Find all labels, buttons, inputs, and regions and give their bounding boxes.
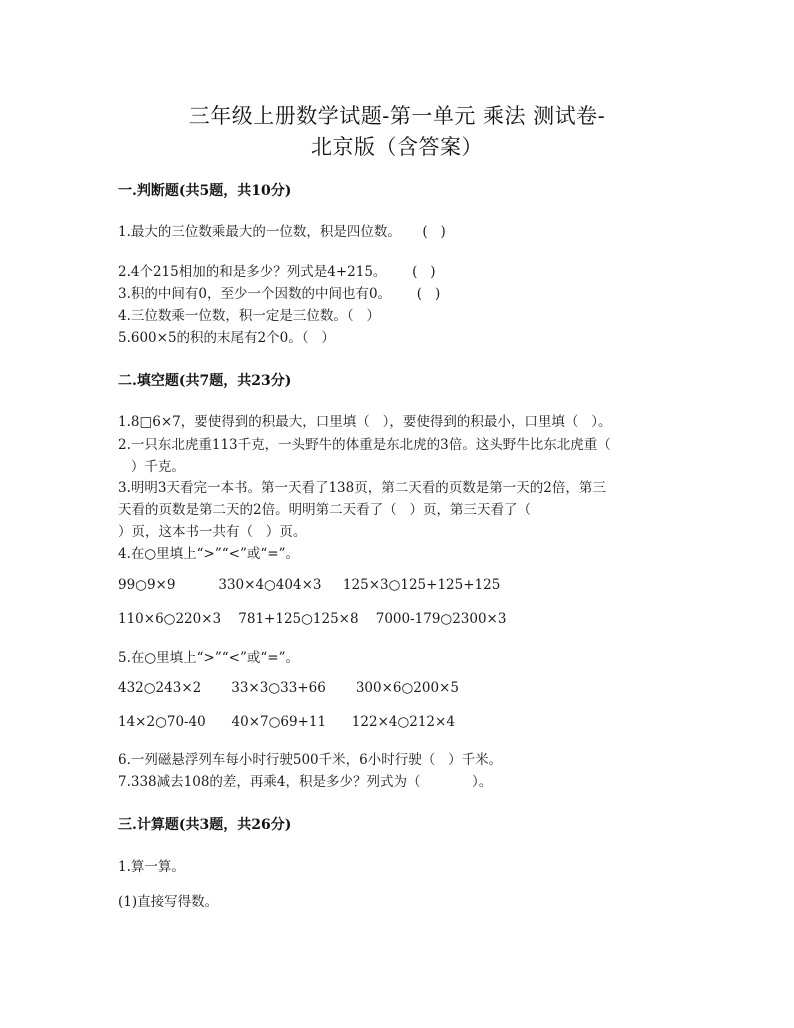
question-text: 6.一列磁悬浮列车每小时行驶500千米，6小时行驶（ ）千米。 [118, 752, 503, 768]
page-title: 三年级上册数学试题-第一单元 乘法 测试卷- [188, 104, 606, 128]
question-text: 1.最大的三位数乘最大的一位数，积是四位数。 ( ) [118, 224, 446, 240]
question-text: 2.4个215相加的和是多少？列式是4+215。 ( ) [118, 264, 436, 280]
question-text: 5.在○里填上“>”“<”或“=”。 [118, 650, 300, 666]
comparison-row: 14×2○70-40 40×7○69+11 122×4○212×4 [118, 714, 455, 730]
section-heading-calculation: 三.计算题(共3题，共26分) [118, 817, 292, 833]
question-text: 7.338减去108的差，再乘4，积是多少？列式为（ ）。 [118, 774, 493, 790]
question-text: 1.算一算。 [118, 859, 185, 875]
comparison-row: 110×6○220×3 781+125○125×8 7000-179○2300×3 [118, 611, 507, 627]
comparison-row: 432○243×2 33×3○33+66 300×6○200×5 [118, 680, 459, 696]
question-text: 5.600×5的积的末尾有2个0。（ ） [118, 330, 335, 346]
question-text: 3.积的中间有0，至少一个因数的中间也有0。 ( ) [118, 286, 441, 302]
question-text: 4.三位数乘一位数，积一定是三位数。（ ） [118, 308, 381, 324]
comparison-row: 99○9×9 330×4○404×3 125×3○125+125+125 [118, 577, 501, 593]
page-subtitle: 北京版（含答案） [311, 135, 483, 159]
question-text: 2.一只东北虎重113千克，一头野牛的体重是东北虎的3倍。这头野牛比东北虎重（ [118, 437, 611, 453]
question-text: (1)直接写得数。 [118, 894, 219, 910]
question-text: 4.在○里填上“>”“<”或“=”。 [118, 546, 300, 562]
section-heading-judgment: 一.判断题(共5题，共10分) [118, 183, 292, 199]
question-text: ）千克。 [118, 459, 185, 475]
question-text: ）页，这本书一共有（ ）页。 [118, 524, 307, 540]
question-text: 1.8□6×7，要使得到的积最大，口里填（ ），要使得到的积最小，口里填（ ）。 [118, 414, 612, 430]
question-text: 天看的页数是第二天的2倍。明明第二天看了（ ）页，第三天看了（ [118, 502, 531, 518]
section-heading-fill-in: 二.填空题(共7题，共23分) [118, 373, 292, 389]
question-text: 3.明明3天看完一本书。第一天看了138页，第二天看的页数是第一天的2倍，第三 [118, 480, 606, 496]
